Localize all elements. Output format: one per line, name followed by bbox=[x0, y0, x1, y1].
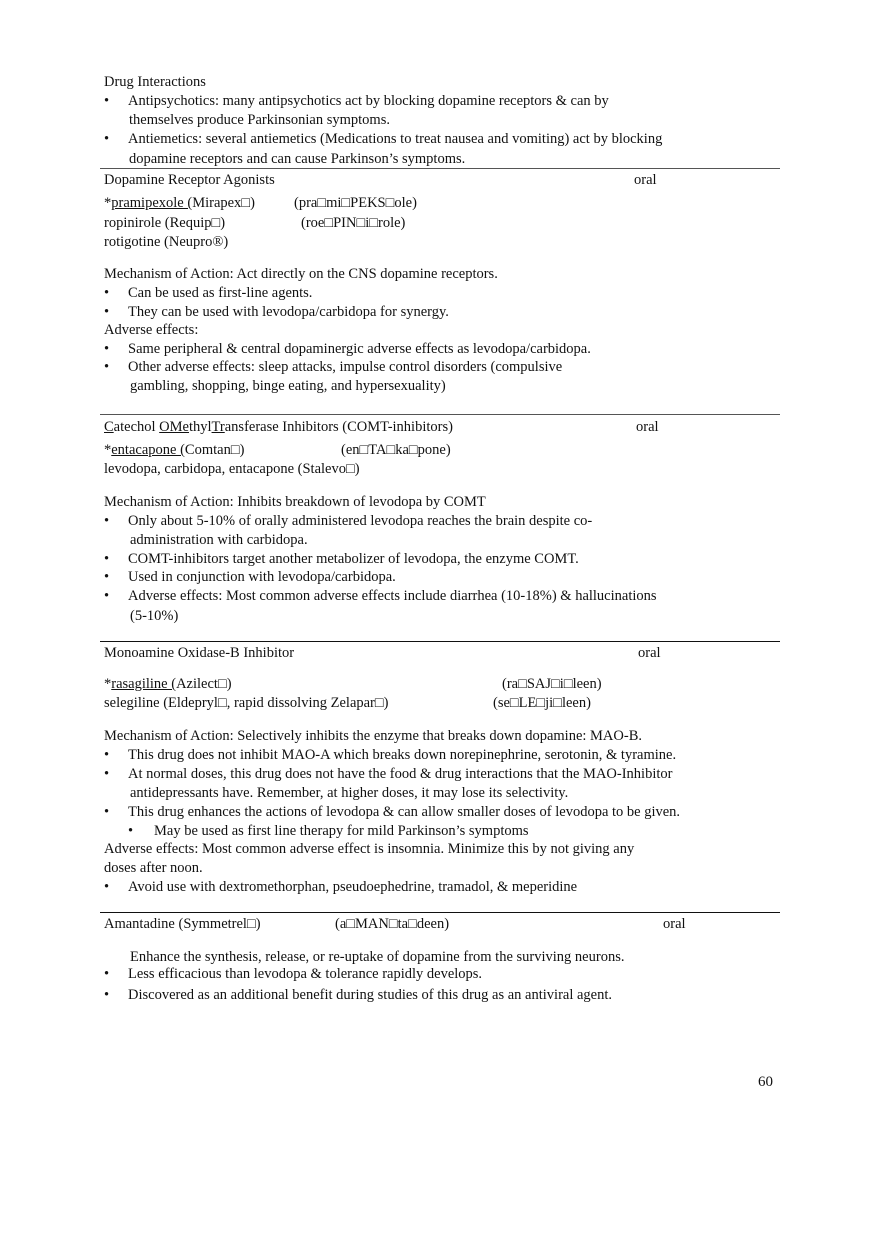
pronunciation: (pra□mi□PEKS□ole) bbox=[294, 195, 417, 211]
pronunciation: (se□LE□ji□leen) bbox=[493, 695, 591, 711]
drug-name: *entacapone (Comtan□) bbox=[104, 442, 245, 458]
mechanism-of-action: Enhance the synthesis, release, or re-uptake of dopamine from the surviving neurons. bbox=[130, 949, 625, 965]
section-divider bbox=[100, 414, 780, 415]
adverse-effects: doses after noon. bbox=[104, 860, 203, 876]
bullet: • bbox=[104, 131, 110, 147]
adverse-effects-heading: Adverse effects: bbox=[104, 322, 199, 338]
pronunciation: (a□MAN□ta□deen) bbox=[335, 916, 450, 932]
amantadine-heading: Amantadine (Symmetrel□) bbox=[104, 916, 261, 932]
comt-heading: Catechol OMethylTransferase Inhibitors (COMT-inhibitors) bbox=[104, 419, 453, 435]
page-number: 60 bbox=[758, 1074, 773, 1090]
drug-name: *pramipexole (Mirapex□) bbox=[104, 195, 255, 211]
drug-name: levodopa, carbidopa, entacapone (Stalevo□) bbox=[104, 461, 360, 477]
bullet: • bbox=[104, 93, 110, 109]
drug-name: selegiline (Eldepryl□, rapid dissolving Zelapar□) bbox=[104, 695, 389, 711]
section-divider bbox=[100, 912, 780, 913]
drug-name: *rasagiline (Azilect□) bbox=[104, 676, 232, 692]
route-label: oral bbox=[663, 916, 686, 932]
route-label: oral bbox=[636, 419, 659, 435]
mechanism-of-action: Mechanism of Action: Act directly on the CNS dopamine receptors. bbox=[104, 266, 498, 282]
drug-name: rotigotine (Neupro®) bbox=[104, 234, 229, 250]
drug-interactions-heading: Drug Interactions bbox=[104, 74, 206, 90]
mechanism-of-action: Mechanism of Action: Inhibits breakdown of levodopa by COMT bbox=[104, 494, 486, 510]
mechanism-of-action: Mechanism of Action: Selectively inhibits the enzyme that breaks down dopamine: MAO-B. bbox=[104, 728, 643, 744]
dopamine-agonists-heading: Dopamine Receptor Agonists bbox=[104, 172, 275, 188]
pronunciation: (ra□SAJ□i□leen) bbox=[502, 676, 602, 692]
pronunciation: (roe□PIN□i□role) bbox=[301, 215, 406, 231]
section-divider bbox=[100, 168, 780, 169]
adverse-effects: Adverse effects: Most common adverse effect is insomnia. Minimize this by not giving any bbox=[104, 841, 635, 857]
maob-heading: Monoamine Oxidase-B Inhibitor bbox=[104, 645, 295, 661]
section-divider bbox=[100, 641, 780, 642]
route-label: oral bbox=[638, 645, 661, 661]
drug-name: ropinirole (Requip□) bbox=[104, 215, 226, 231]
route-label: oral bbox=[634, 172, 657, 188]
pronunciation: (en□TA□ka□pone) bbox=[341, 442, 451, 458]
